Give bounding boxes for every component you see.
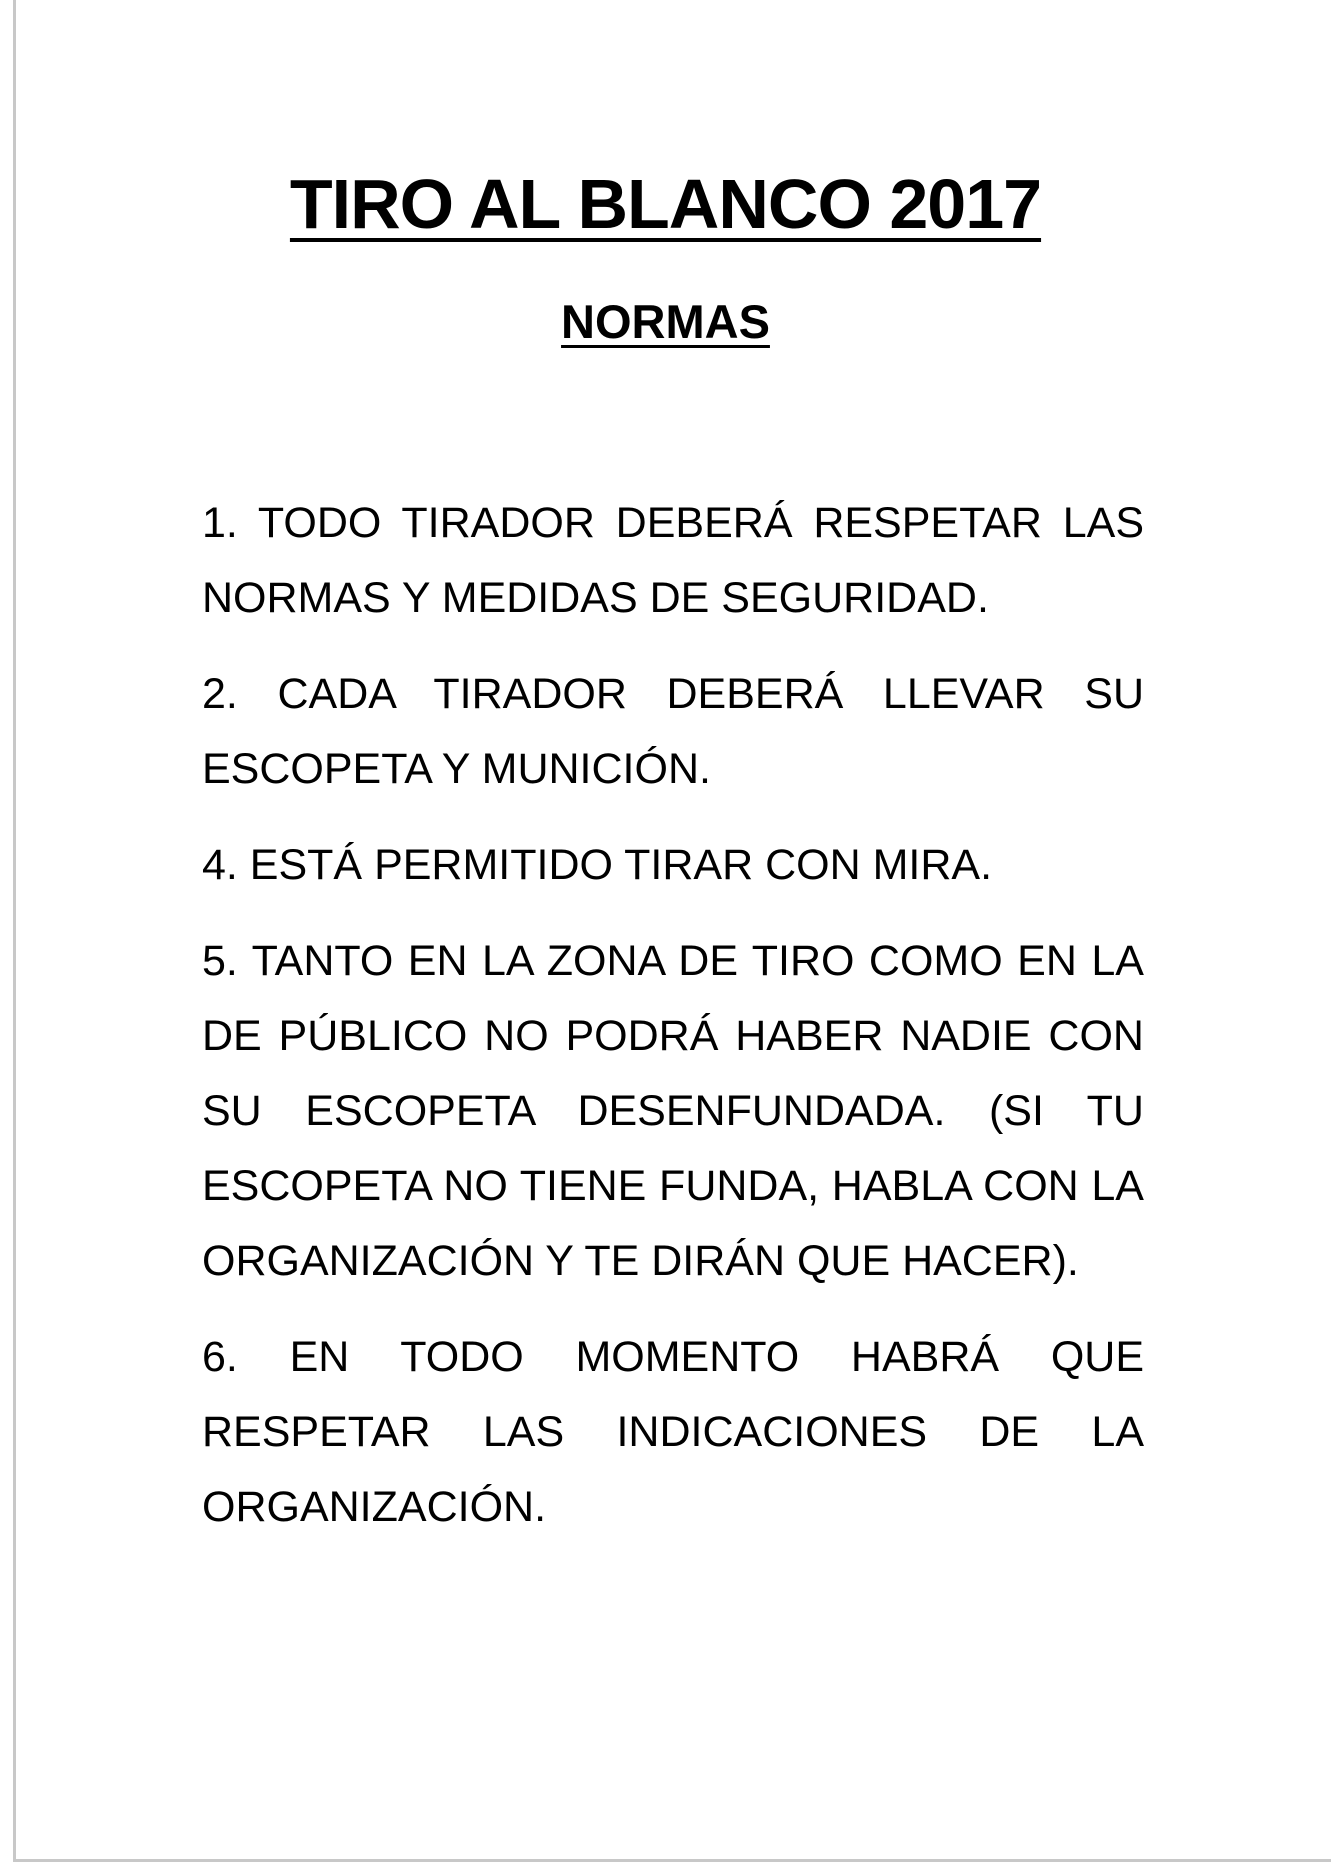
document-title xyxy=(0,160,1331,248)
document-subtitle xyxy=(0,292,1331,352)
rule-item-5: 5. TANTO EN LA ZONA DE TIRO COMO EN LA DE PÚBLICO NO PODRÁ HABER NADIE CON SU ESCOPETA DESENFUNDADA. (SI TU ESCOPETA NO TIENE FUNDA, HABLA CON LA ORGANIZACIÓN Y TE DIRÁN QUE HACER). xyxy=(202,937,1144,1285)
document-subtitle-text: NORMAS xyxy=(561,295,770,348)
document-title-text: TIRO AL BLANCO 2017 xyxy=(289,165,1042,243)
rule-item-1: 1. TODO TIRADOR DEBERÁ RESPETAR LAS NORMAS Y MEDIDAS DE SEGURIDAD. xyxy=(202,499,1144,622)
rules-list xyxy=(202,486,1144,1566)
rule-item-2: 2. CADA TIRADOR DEBERÁ LLEVAR SU ESCOPETA Y MUNICIÓN. xyxy=(202,670,1144,793)
rule-item-4: 4. ESTÁ PERMITIDO TIRAR CON MIRA. xyxy=(202,841,993,889)
rule-item-6: 6. EN TODO MOMENTO HABRÁ QUE RESPETAR LAS INDICACIONES DE LA ORGANIZACIÓN. xyxy=(202,1333,1144,1531)
